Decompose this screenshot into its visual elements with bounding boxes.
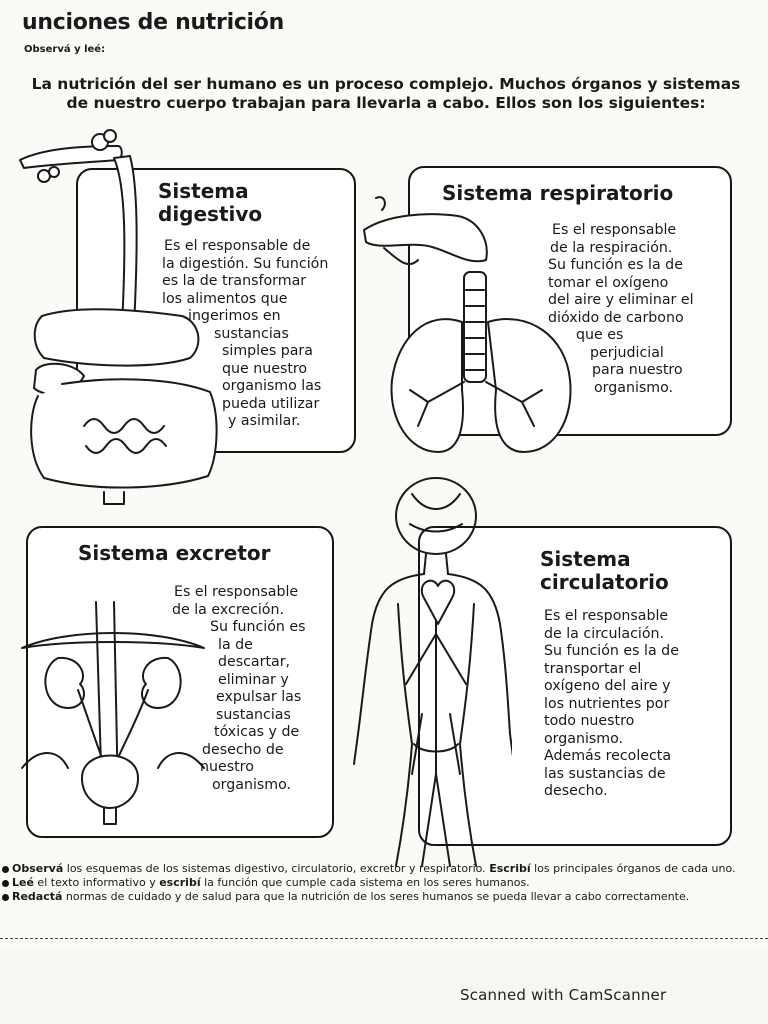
respiratory-line: dióxido de carbono: [548, 309, 684, 326]
respiratory-line: Es el responsable: [552, 222, 677, 238]
bullet-icon: [2, 880, 9, 887]
excretory-line: sustancias: [216, 706, 291, 723]
circulatory-line: Además recolecta: [544, 748, 672, 764]
circulatory-system-title: [540, 548, 669, 594]
respiratory-line: perjudicial: [590, 344, 664, 361]
digestive-line: la digestión. Su función: [162, 255, 329, 272]
digestive-line: que nuestro: [222, 360, 308, 377]
excretory-line: nuestro: [200, 759, 254, 775]
instruction-label: Observá y leé:: [24, 44, 106, 55]
circulatory-line: las sustancias de: [544, 765, 666, 782]
circulatory-title-line-1: Sistema: [540, 547, 631, 571]
excretory-line: expulsar las: [216, 689, 302, 705]
task-item: [2, 876, 742, 890]
page-title: unciones de nutrición: [22, 10, 284, 35]
excretory-system-title: Sistema excretor: [78, 541, 271, 565]
digestive-line: ingerimos en: [188, 308, 281, 324]
bullet-icon: [2, 894, 9, 901]
bullet-icon: [2, 866, 9, 873]
digestive-line: sustancias: [214, 325, 289, 342]
task-text: el texto informativo y: [33, 876, 160, 889]
excretory-line: Su función es: [210, 619, 306, 635]
circulatory-line: transportar el: [544, 660, 642, 677]
circulatory-title-line-2: circulatorio: [540, 570, 669, 594]
circulatory-line: desecho.: [544, 783, 608, 799]
circulatory-line: de la circulación.: [544, 625, 665, 642]
circulatory-system-text: [544, 608, 679, 801]
circulatory-system-illustration: [352, 474, 512, 870]
task-item: [2, 890, 742, 904]
digestive-line: los alimentos que: [162, 290, 288, 307]
digestive-line: es la de transformar: [162, 273, 307, 289]
task-text: los principales órganos de cada uno.: [530, 862, 736, 875]
circulatory-line: los nutrientes por: [544, 695, 670, 712]
task-item: [2, 862, 742, 876]
intro-line-1: La nutrición del ser humano es un proceso complejo. Muchos órganos y sistemas: [31, 75, 741, 93]
excretory-line: organismo.: [212, 776, 292, 793]
circulatory-line: oxígeno del aire y: [544, 678, 671, 694]
task-verb: escribí: [159, 876, 201, 889]
task-verb: Escribí: [489, 862, 531, 875]
task-verb: Leé: [12, 876, 34, 889]
task-verb: Redactá: [12, 890, 63, 903]
circulatory-line: Es el responsable: [544, 608, 669, 624]
circulatory-line: organismo.: [544, 730, 624, 747]
activity-instructions: [2, 862, 742, 904]
respiratory-line: que es: [576, 327, 624, 343]
digestive-line: Es el responsable de: [164, 238, 311, 254]
digestive-line: simples para: [222, 343, 313, 359]
digestive-line: pueda utilizar: [222, 395, 320, 412]
circulatory-line: todo nuestro: [544, 713, 635, 729]
excretory-line: desecho de: [202, 741, 284, 758]
respiratory-system-illustration: [358, 190, 578, 460]
excretory-line: tóxicas y de: [214, 724, 300, 740]
task-text: los esquemas de los sistemas digestivo, circulatorio, excretor y respiratorio.: [63, 862, 490, 875]
excretory-system-illustration: [18, 598, 208, 828]
digestive-system-illustration: [14, 126, 224, 506]
excretory-line: Es el responsable: [174, 584, 299, 600]
respiratory-line: organismo.: [594, 379, 674, 396]
respiratory-line: de la respiración.: [550, 239, 673, 256]
digestive-title-line-2: digestivo: [158, 202, 263, 226]
task-text: la función que cumple cada sistema en los seres humanos.: [200, 876, 530, 889]
intro-line-2: de nuestro cuerpo trabajan para llevarla a cabo. Ellos son los siguientes:: [66, 94, 706, 112]
respiratory-line: Su función es la de: [548, 257, 683, 273]
cut-line-divider: [0, 938, 768, 939]
digestive-line: y asimilar.: [228, 413, 301, 429]
excretory-line: eliminar y: [218, 671, 289, 688]
task-text: normas de cuidado y de salud para que la nutrición de los seres humanos se pueda llevar a cabo correctamente.: [62, 890, 690, 903]
respiratory-line: tomar el oxígeno: [548, 274, 669, 291]
scanner-watermark: Scanned with CamScanner: [460, 986, 667, 1004]
digestive-line: organismo las: [222, 378, 322, 394]
respiratory-system-title: Sistema respiratorio: [442, 181, 674, 205]
respiratory-line: para nuestro: [592, 362, 683, 378]
excretory-line: descartar,: [218, 654, 291, 670]
excretory-line: de la excreción.: [172, 601, 284, 618]
digestive-title-line-1: Sistema: [158, 179, 249, 203]
circulatory-line: Su función es la de: [544, 643, 679, 659]
excretory-line: la de: [218, 636, 253, 653]
task-verb: Observá: [12, 862, 64, 875]
respiratory-line: del aire y eliminar el: [548, 292, 694, 308]
intro-paragraph: [18, 75, 754, 113]
